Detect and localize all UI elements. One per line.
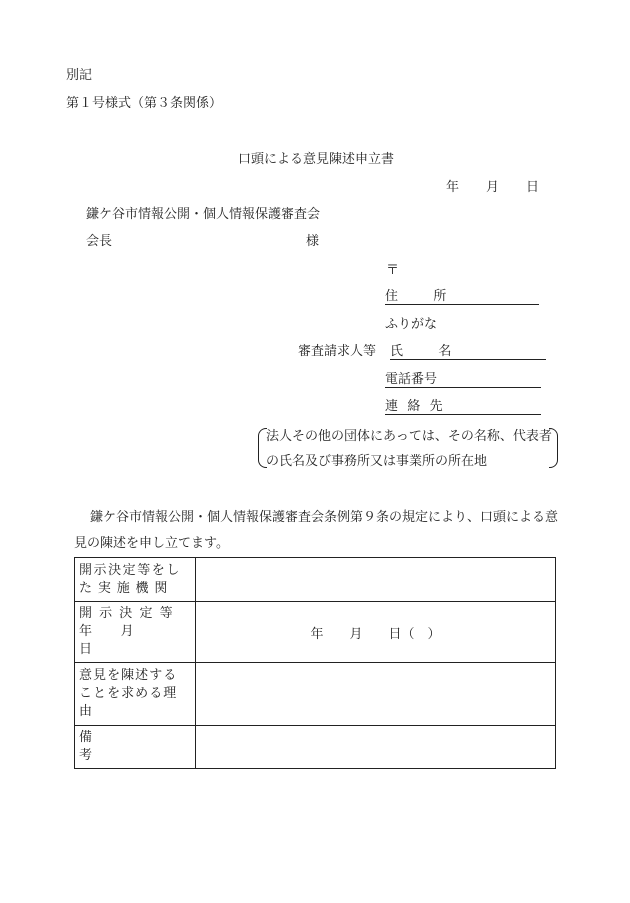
agency-value-cell[interactable] — [196, 558, 556, 602]
addressee-honorific: 様 — [306, 234, 320, 249]
date-year: 年 — [446, 180, 460, 195]
row-label-remarks — [75, 726, 196, 769]
annex-label: 別記 — [66, 68, 93, 83]
body-line2: 見の陳述を申し立てます。 — [74, 536, 229, 551]
body-line1: 鎌ケ谷市情報公開・個人情報保護審査会条例第９条の規定により、口頭による意 — [90, 510, 559, 525]
table-row — [75, 663, 556, 726]
phone-field — [385, 373, 541, 388]
decision-date-value: 年 月 日（ ） — [310, 626, 441, 642]
application-table — [74, 557, 556, 769]
addressee-position: 会長 — [86, 234, 113, 249]
applicant-role: 審査請求人等 — [298, 344, 377, 359]
remarks-value-cell[interactable] — [196, 726, 556, 769]
form-number: 第１号様式（第３条関係） — [66, 96, 223, 111]
row4-label: 備考 — [79, 730, 160, 763]
corporate-note-line1: 法人その他の団体にあっては、その名称、代表者 — [266, 429, 552, 444]
page-title: 口頭による意見陳述申立書 — [238, 152, 395, 167]
row-label-agency — [75, 558, 196, 602]
postal-mark: 〒 — [386, 263, 400, 278]
row1-label-b: た実施機関 — [79, 580, 174, 596]
corporate-note-bracket — [258, 428, 558, 468]
phone-label: 電話番号 — [385, 372, 438, 387]
reason-value-cell[interactable] — [196, 663, 556, 726]
address-label: 住 所 — [385, 289, 462, 304]
name-field — [390, 345, 546, 360]
contact-field — [385, 400, 541, 415]
table-row — [75, 558, 556, 602]
row-label-reason — [75, 663, 196, 726]
address-field — [385, 290, 539, 305]
row2-label-a: 開示決定等 — [79, 606, 180, 621]
row-label-decision-date — [75, 602, 196, 663]
contact-label: 連 絡 先 — [385, 399, 446, 414]
row3-label-b: ことを求める理 — [79, 686, 178, 701]
decision-date-cell[interactable] — [196, 602, 556, 663]
addressee-org: 鎌ケ谷市情報公開・個人情報保護審査会 — [86, 207, 321, 222]
furigana-label: ふりがな — [385, 317, 438, 332]
date-month: 月 — [486, 180, 500, 195]
date-day: 日 — [526, 180, 540, 195]
row3-label-c: 由 — [79, 704, 93, 719]
corporate-note-line2: の氏名及び事務所又は事業所の所在地 — [266, 454, 488, 469]
table-row — [75, 602, 556, 663]
name-label: 氏 名 — [390, 344, 467, 359]
table-row — [75, 726, 556, 769]
row3-label-a: 意見を陳述する — [79, 668, 178, 683]
row2-label-b: 年月日 — [79, 624, 163, 657]
row1-label-a: 開示決定等をし — [79, 562, 181, 578]
